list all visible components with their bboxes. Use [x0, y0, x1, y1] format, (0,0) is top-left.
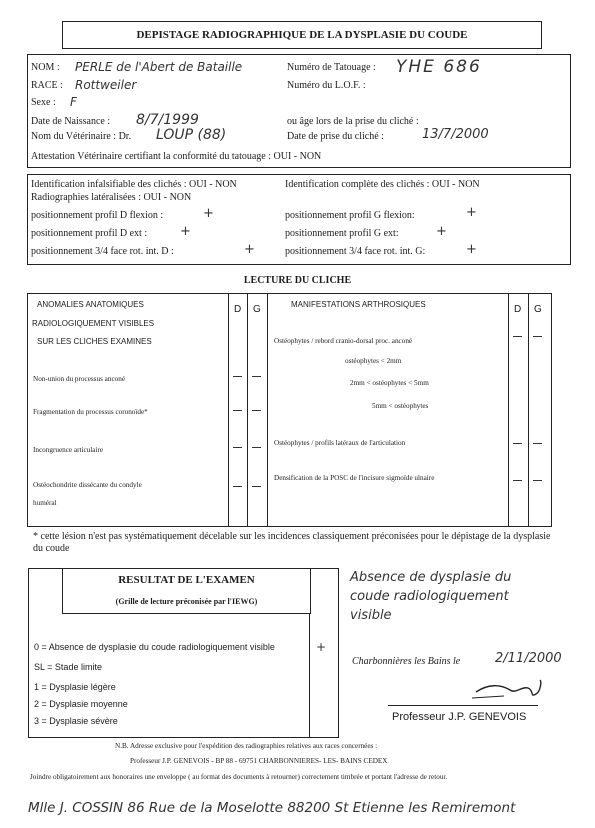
left-header-1: ANOMALIES ANATOMIQUES	[37, 300, 144, 309]
row-osteochondrite-2: huméral	[33, 499, 57, 507]
row-fragmentation: Fragmentation du processus coronoïde*	[33, 408, 148, 416]
divider-g-left	[247, 293, 248, 527]
footer-nb: N.B. Adresse exclusive pour l'expédition des radiographies relatives aux races concernées :	[115, 742, 378, 750]
tatouage-value: YHE 686	[396, 57, 482, 77]
mark-ancone-g	[533, 336, 542, 337]
divider-d-left	[228, 293, 229, 527]
result-option-sl: SL = Stade limite	[34, 662, 102, 672]
result-option-0-mark: +	[316, 640, 327, 654]
pos-g-ext: positionnement profil G ext:	[285, 228, 399, 239]
mark-osteochondrite-d	[233, 486, 242, 487]
pos-g-ext-mark: +	[436, 224, 447, 239]
race-label: RACE :	[31, 80, 63, 91]
mark-densification-g	[533, 480, 542, 481]
col-g-right: G	[534, 304, 542, 315]
footer-note: Joindre obligatoirement aux honoraires une enveloppe ( au format des documents à retourner) correctement timbrée et portant l'adresse de retour.	[30, 773, 448, 781]
race-value: Rottweiler	[75, 78, 137, 92]
signature	[470, 676, 550, 704]
handwritten-address: Mlle J. COSSIN 86 Rue de la Moselotte 88200 St Etienne les Remiremont	[28, 800, 516, 816]
col-g-left: G	[253, 304, 261, 315]
row-osteo-2-5: 2mm < ostéophytes < 5mm	[350, 379, 429, 387]
mark-ancone-d	[513, 336, 522, 337]
result-option-2: 2 = Dysplasie moyenne	[34, 699, 128, 709]
resultat-divider	[309, 614, 310, 738]
mark-lateraux-d	[513, 443, 522, 444]
divider-d-right	[508, 293, 509, 527]
row-incongruence: Incongruence articulaire	[33, 446, 104, 454]
pos-g-34: positionnement 3/4 face rot. int. G:	[285, 246, 426, 257]
laterales-text: Radiographies latéralisées : OUI - NON	[31, 192, 192, 203]
footnote: * cette lésion n'est pas systématiquement décelable sur les incidences classiquement préconisées pour le dépistage de la dysplasie du coude	[33, 531, 551, 554]
age-label: ou âge lors de la prise du cliché :	[287, 116, 419, 127]
signatory: Professeur J.P. GENEVOIS	[392, 711, 527, 723]
pos-g-34-mark: +	[466, 242, 477, 257]
pos-d-flexion-mark: +	[203, 206, 214, 221]
prise-value: 13/7/2000	[422, 127, 489, 142]
lecture-heading: LECTURE DU CLICHE	[243, 275, 352, 286]
divider-middle	[267, 293, 268, 527]
result-option-0: 0 = Absence de dysplasie du coude radiologiquement visible	[34, 642, 275, 652]
pos-d-34: positionnement 3/4 face rot. int. D :	[31, 246, 174, 257]
col-d-left: D	[234, 304, 242, 315]
row-non-union: Non-union du processus anconé	[33, 375, 126, 383]
right-header: MANIFESTATIONS ARTHROSIQUES	[291, 300, 426, 309]
attestation-text: Attestation Vétérinaire certifiant la conformité du tatouage : OUI - NON	[31, 151, 322, 162]
tatouage-label: Numéro de Tatouage :	[287, 62, 376, 73]
naissance-label: Date de Naissance :	[31, 116, 111, 127]
result-date: 2/11/2000	[495, 651, 562, 666]
complete-text: Identification complète des clichés : OUI - NON	[285, 179, 480, 190]
col-d-right: D	[514, 304, 522, 315]
sexe-label: Sexe :	[31, 97, 56, 108]
handwritten-result: Absence de dysplasie du coude radiologiquement visible	[350, 570, 512, 623]
row-osteo-gt5: 5mm < ostéophytes	[372, 402, 429, 410]
mark-non-union-d	[233, 376, 242, 377]
pos-d-flexion: positionnement profil D flexion :	[31, 210, 164, 221]
mark-osteochondrite-g	[252, 486, 261, 487]
left-header-3: SUR LES CLICHES EXAMINES	[37, 337, 152, 346]
lof-label: Numéro du L.O.F. :	[287, 80, 366, 91]
pos-g-flexion-mark: +	[466, 205, 477, 220]
mark-incongruence-g	[252, 447, 261, 448]
mark-incongruence-d	[233, 447, 242, 448]
page-title: DEPISTAGE RADIOGRAPHIQUE DE LA DYSPLASIE DU COUDE	[136, 29, 468, 41]
result-option-1: 1 = Dysplasie légère	[34, 682, 116, 692]
row-osteo-lateraux: Ostéophytes / profils latéraux de l'articulation	[274, 439, 406, 447]
pos-d-ext: positionnement profil D ext :	[31, 228, 148, 239]
nom-label: NOM :	[31, 62, 60, 73]
row-osteo-lt2: ostéophytes < 2mm	[345, 357, 402, 365]
infalsifiable-text: Identification infalsifiable des clichés : OUI - NON	[31, 179, 237, 190]
divider-g-right	[528, 293, 529, 527]
row-osteophytes-ancone: Ostéophytes / rebord cranio-dorsal proc. anconé	[274, 337, 413, 345]
title-box	[62, 21, 542, 49]
mark-non-union-g	[252, 376, 261, 377]
pos-d-ext-mark: +	[180, 224, 191, 239]
prise-label: Date de prise du cliché :	[287, 131, 384, 142]
resultat-title: RESULTAT DE L'EXAMEN	[118, 574, 255, 586]
mark-densification-d	[513, 480, 522, 481]
sexe-value: F	[70, 95, 77, 109]
result-option-3: 3 = Dysplasie sévère	[34, 716, 118, 726]
veterinaire-value: LOUP (88)	[156, 127, 227, 143]
footer-address: Professeur J.P. GENEVOIS - BP 88 - 69751 CHARBONNIERES- LES- BAINS CEDEX	[130, 757, 388, 765]
place-text: Charbonnières les Bains le	[352, 656, 461, 667]
row-osteochondrite: Ostéochondrite dissécante du condyle	[33, 481, 142, 489]
mark-fragmentation-g	[252, 410, 261, 411]
signature-line	[388, 705, 538, 706]
mark-fragmentation-d	[233, 410, 242, 411]
pos-g-flexion: positionnement profil G flexion:	[285, 210, 415, 221]
row-densification: Densification de la POSC de l'incisure sigmoïde ulnaire	[274, 474, 435, 482]
veterinaire-label: Nom du Vétérinaire : Dr.	[31, 131, 132, 142]
pos-d-34-mark: +	[244, 242, 255, 257]
left-header-2: RADIOLOGIQUEMENT VISIBLES	[32, 319, 155, 328]
mark-lateraux-g	[533, 443, 542, 444]
naissance-value: 8/7/1999	[136, 112, 199, 128]
resultat-subtitle: (Grille de lecture préconisée par l'IEWG)	[115, 597, 258, 606]
nom-value: PERLE de l'Abert de Bataille	[75, 60, 243, 74]
